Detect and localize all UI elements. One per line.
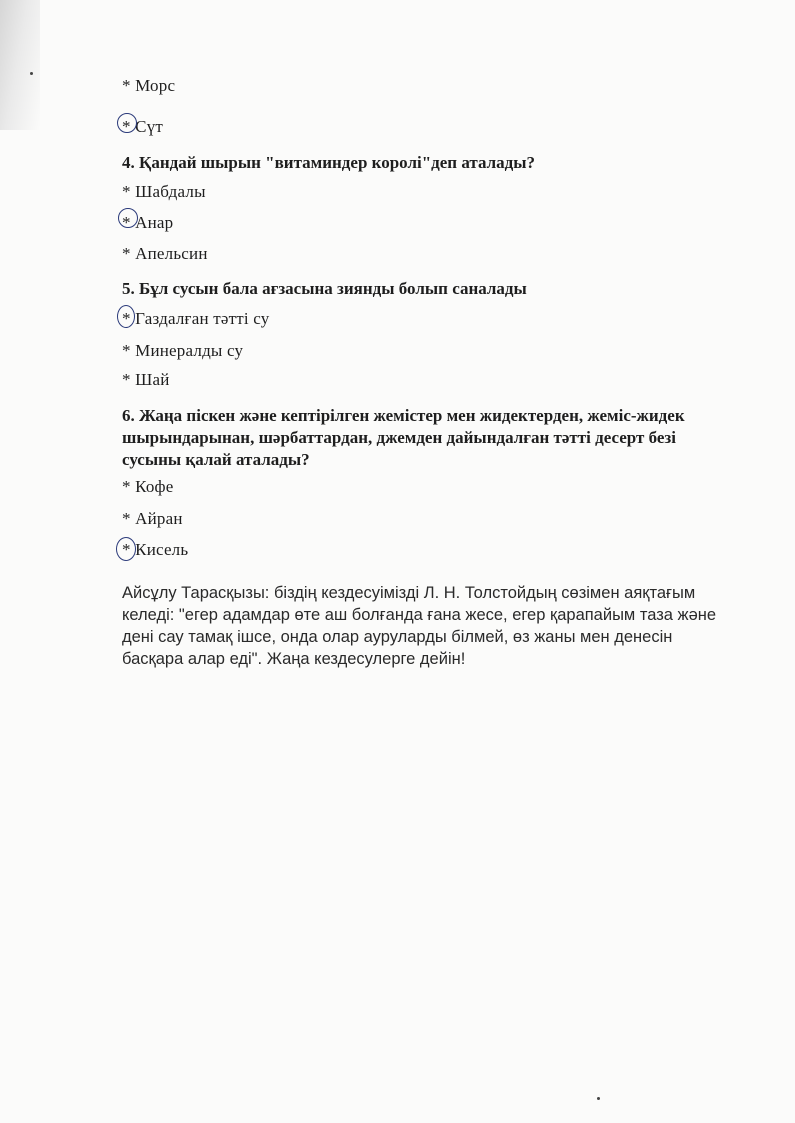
question-5: 5. Бұл сусын бала ағзасына зиянды болып саналады bbox=[122, 279, 527, 298]
option-shai: * Шай bbox=[122, 370, 170, 389]
question-4: 4. Қандай шырын "витаминдер королі"деп аталады? bbox=[122, 153, 536, 172]
question-6-line-1: 6. Жаңа піскен және кептірілген жемістер мен жидектерден, жеміс-жидек bbox=[122, 406, 685, 425]
handwritten-circle-mark bbox=[117, 305, 135, 328]
option-kofe: * Кофе bbox=[122, 477, 174, 496]
scan-shadow bbox=[0, 0, 40, 130]
option-apelsin: * Апельсин bbox=[122, 244, 208, 263]
option-airan: * Айран bbox=[122, 509, 183, 528]
handwritten-circle-mark bbox=[118, 208, 138, 228]
option-kisel: * Кисель bbox=[122, 540, 189, 559]
closing-paragraph-line-1: Айсұлу Тарасқызы: біздің кездесуімізді Л. Н. Толстойдың сөзімен аяқтағым bbox=[122, 584, 696, 602]
closing-paragraph-line-4: басқара алар еді". Жаңа кездесулерге дейін! bbox=[122, 650, 466, 668]
option-mors: * Морс bbox=[122, 76, 176, 95]
option-sut: * Сүт bbox=[122, 117, 164, 136]
handwritten-circle-mark bbox=[117, 113, 137, 133]
option-anar: * Анар bbox=[122, 213, 174, 232]
handwritten-circle-mark bbox=[116, 537, 136, 561]
question-6-line-3: сусыны қалай аталады? bbox=[122, 450, 310, 469]
option-shabdaly: * Шабдалы bbox=[122, 182, 206, 201]
closing-paragraph-line-2: келеді: "егер адамдар өте аш болғанда ғана жесе, егер қарапайым таза және bbox=[122, 606, 717, 624]
scan-speck bbox=[597, 1097, 600, 1100]
question-6-line-2: шырындарынан, шәрбаттардан, джемден дайындалған тәтті десерт безі bbox=[122, 428, 676, 447]
option-gazdalgan-tatti-su: * Газдалған тәтті су bbox=[122, 309, 270, 328]
option-mineraldy-su: * Минералды су bbox=[122, 341, 244, 360]
closing-paragraph-line-3: дені сау тамақ ішсе, онда олар ауруларды білмей, өз жаны мен денесін bbox=[122, 628, 673, 646]
scan-speck bbox=[30, 72, 33, 75]
